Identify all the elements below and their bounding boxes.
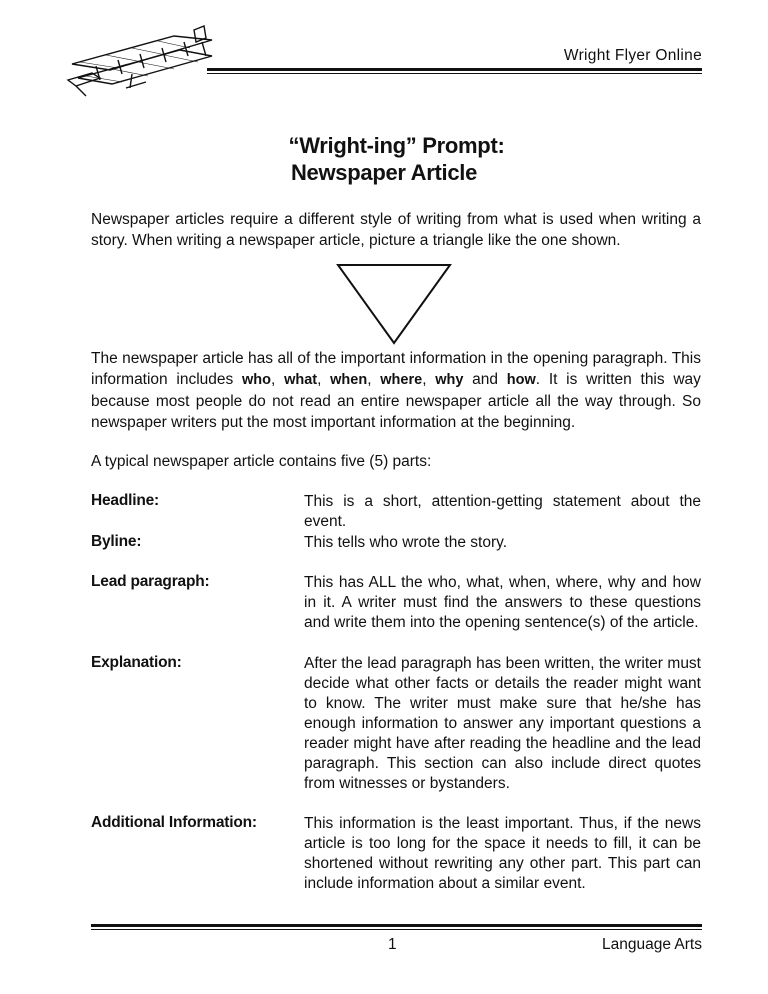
opening-text-1: The newspaper article has all of the important information in the opening paragraph. This information includes bbox=[91, 350, 701, 388]
comma: , bbox=[422, 371, 436, 388]
keyword-when: when bbox=[330, 372, 368, 388]
keyword-how: how bbox=[506, 372, 536, 388]
keyword-why: why bbox=[435, 372, 464, 388]
part-definition-headline: This is a short, attention-getting statement about the event. bbox=[304, 493, 701, 530]
page-number: 1 bbox=[388, 936, 397, 953]
wright-flyer-biplane-icon bbox=[66, 18, 216, 100]
comma: , bbox=[317, 371, 331, 388]
keyword-where: where bbox=[380, 372, 423, 388]
site-name: Wright Flyer Online bbox=[563, 47, 702, 64]
part-term-explanation: Explanation: bbox=[91, 654, 182, 671]
opening-paragraph bbox=[91, 348, 701, 433]
footer-subject: Language Arts bbox=[602, 936, 702, 953]
inverted-triangle-icon bbox=[336, 263, 452, 345]
title-line-1: “Wright-ing” Prompt: bbox=[288, 133, 505, 158]
part-definition-lead-paragraph: This has ALL the who, what, when, where, why and how in it. A writer must find the answers to these questions and write them into the opening sentence(s) of the article. bbox=[304, 574, 701, 631]
part-definition-explanation: After the lead paragraph has been written, the writer must decide what other facts or details the reader might want to know. The writer must make sure that he/she has enough information to answer any important questions a reader might have after reading the headline and the lead paragraph. This section can also include direct quotes from witnesses or bystanders. bbox=[304, 655, 701, 792]
keyword-what: what bbox=[284, 372, 318, 388]
part-term-headline: Headline: bbox=[91, 492, 159, 509]
part-term-lead-paragraph: Lead paragraph: bbox=[91, 573, 210, 590]
opening-text-2: . It is written this way because most people do not read an entire newspaper article all the way through. So newspaper writers put the most important information at the beginning. bbox=[91, 371, 701, 431]
part-term-byline: Byline: bbox=[91, 533, 142, 550]
part-term-additional-information: Additional Information: bbox=[91, 814, 257, 831]
comma: , bbox=[367, 371, 381, 388]
header-rule bbox=[207, 68, 702, 74]
title-line-2: Newspaper Article bbox=[290, 160, 478, 185]
page-title bbox=[0, 132, 768, 186]
comma: , bbox=[271, 371, 285, 388]
footer-rule bbox=[91, 924, 702, 930]
parts-intro: A typical newspaper article contains five (5) parts: bbox=[91, 453, 432, 470]
part-definition-byline: This tells who wrote the story. bbox=[304, 534, 508, 551]
conjunction-and: and bbox=[463, 371, 507, 388]
part-definition-additional-information: This information is the least important. Thus, if the news article is too long for the space it needs to fill, it can be shortened without rewriting any other part. This part can include information about a similar event. bbox=[304, 815, 701, 892]
keyword-who: who bbox=[242, 372, 272, 388]
intro-paragraph: Newspaper articles require a different style of writing from what is used when writing a story. When writing a newspaper article, picture a triangle like the one shown. bbox=[91, 211, 701, 249]
